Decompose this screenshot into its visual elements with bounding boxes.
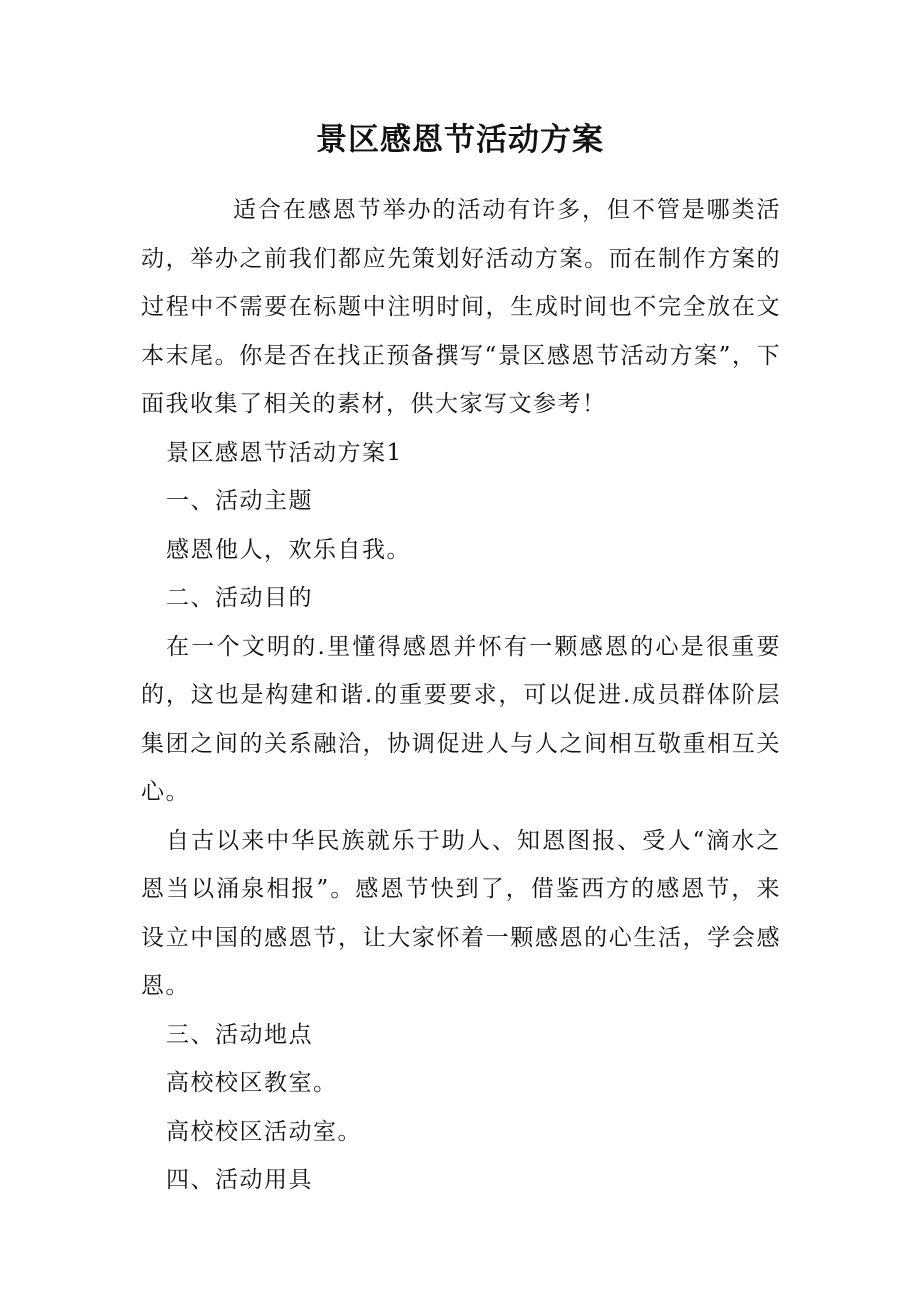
purpose-paragraph-1: 在一个文明的.里懂得感恩并怀有一颗感恩的心是很重要的，这也是构建和谐.的重要要求，可以促进.成员群体阶层集团之间的关系融洽，协调促进人与人之间相互敬重相互关心。 — [141, 633, 781, 805]
location-item-1: 高校校区教室。 — [166, 1070, 338, 1096]
plan-heading: 景区感恩节活动方案1 — [166, 439, 403, 466]
section-heading-theme: 一、活动主题 — [166, 488, 313, 514]
theme-paragraph: 感恩他人，欢乐自我。 — [166, 536, 411, 563]
document-body — [141, 186, 781, 1205]
purpose-paragraph-2: 自古以来中华民族就乐于助人、知恩图报、受人“滴水之恩当以涌泉相报”。感恩节快到了，借鉴西方的感恩节，来设立中国的感恩节，让大家怀着一颗感恩的心生活，学会感恩。 — [141, 827, 781, 999]
location-item-2: 高校校区活动室。 — [166, 1118, 362, 1145]
section-heading-location: 三、活动地点 — [166, 1021, 313, 1048]
document-title: 景区感恩节活动方案 — [316, 122, 604, 158]
section-heading-supplies: 四、活动用具 — [166, 1167, 313, 1193]
section-heading-purpose: 二、活动目的 — [166, 585, 313, 611]
intro-paragraph: 适合在感恩节举办的活动有许多，但不管是哪类活动，举办之前我们都应先策划好活动方案。而在制作方案的过程中不需要在标题中注明时间，生成时间也不完全放在文本末尾。你是否在找正预备撰写“景区感恩节活动方案”，下面我收集了相关的素材，供大家写文参考！ — [141, 197, 781, 417]
